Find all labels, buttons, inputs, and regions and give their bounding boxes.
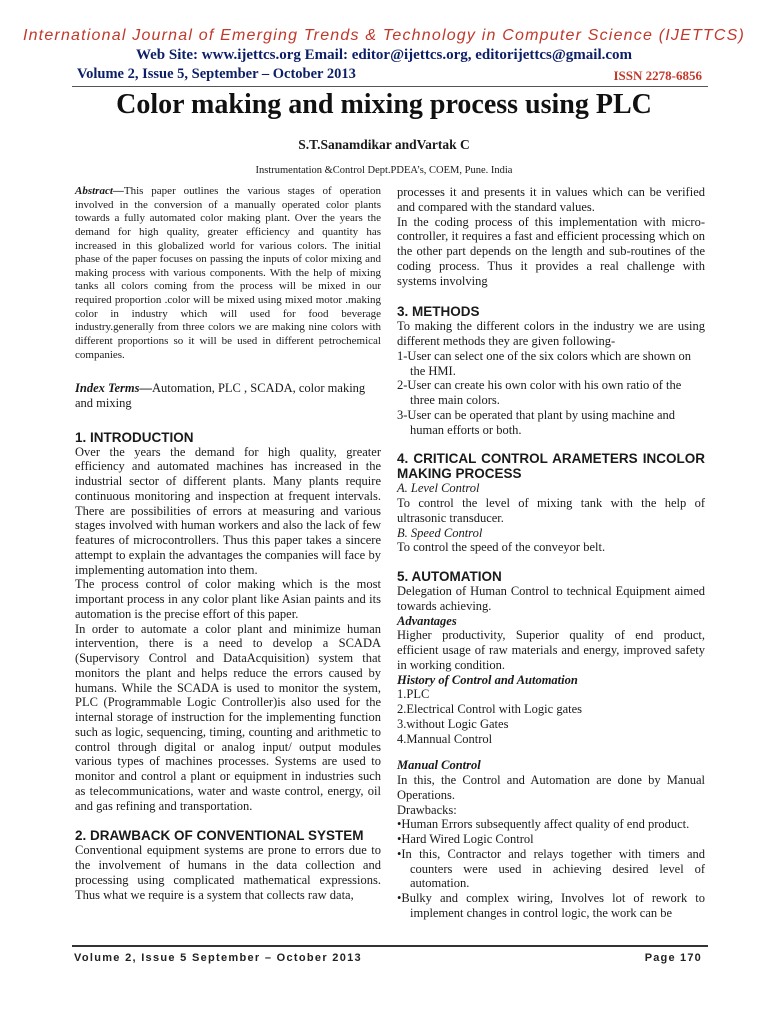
index-terms-text: Automation, PLC , SCADA, color making and mixing — [75, 381, 366, 410]
advantages-label: Advantages — [397, 613, 457, 628]
list-item: 2.Electrical Control with Logic gates — [397, 702, 583, 716]
list-item: 1.PLC — [397, 687, 430, 702]
history-label: History of Control and Automation — [397, 672, 578, 687]
methods-paragraph: To making the different colors in the industry we are using different methods they are given following- — [397, 319, 705, 348]
list-item: 3-User can be operated that plant by using machine and human efforts or both. — [397, 407, 676, 437]
section-heading-critical-control: 4. CRITICAL CONTROL ARAMETERS INCOLOR MAKING PROCESS — [397, 451, 705, 482]
section-heading-automation: 5. AUTOMATION — [397, 569, 502, 584]
speed-control-label: B. Speed Control — [397, 525, 483, 540]
website-line: Web Site: www.ijettcs.org Email: editor@ijettcs.org, editorijettcs@gmail.com — [135, 47, 633, 63]
advantages-text: Higher productivity, Superior quality of end product, efficient usage of raw materials and energy, improved safety in working condition. — [397, 628, 705, 672]
list-item: •Human Errors subsequently affect quality of end product. — [397, 817, 690, 832]
intro-paragraph-2: The process control of color making which is the most important process in any color plant like Asian paints and its automation is the precise effort of this paper. — [75, 577, 381, 621]
intro-paragraph-1: Over the years the demand for high quality, greater efficiency and automated machines has increased in the industrial sector of different plants. Many plants require continuous monitoring and inspection at frequent intervals. There are possibilities of errors at measuring and various stages involved with human workers and also the lack of few features of microcontrollers. Thus this paper takes a sincere attempt to explain the advantages the companies will face by implementing automation into them. — [75, 444, 381, 577]
continued-paragraph-1: processes it and presents it in values which can be verified and compared with the standard values. — [397, 185, 705, 214]
section-heading-drawback: 2. DRAWBACK OF CONVENTIONAL SYSTEM — [75, 828, 364, 844]
list-item: •In this, Contractor and relays together with timers and counters were used in achieving desired level of automation. — [397, 846, 705, 891]
automation-paragraph: Delegation of Human Control to technical Equipment aimed towards achieving. — [397, 584, 705, 613]
manual-control-label: Manual Control — [397, 758, 481, 773]
abstract — [75, 185, 381, 362]
list-item: 1-User can select one of the six colors which are shown on the HMI. — [397, 348, 692, 378]
header-rule — [72, 86, 708, 87]
drawbacks-list — [397, 817, 705, 920]
page-number: Page 170 — [644, 952, 702, 964]
section-heading-methods: 3. METHODS — [397, 304, 480, 320]
level-control-text: To control the level of mixing tank with the help of ultrasonic transducer. — [397, 496, 705, 525]
manual-control-text: In this, the Control and Automation are done by Manual Operations. — [397, 773, 705, 802]
issn: ISSN 2278-6856 — [613, 68, 702, 83]
list-item: 4.Mannual Control — [397, 731, 493, 746]
footer-volume: Volume 2, Issue 5 September – October 2013 — [74, 952, 362, 964]
section-heading-introduction: 1. INTRODUCTION — [75, 429, 194, 445]
list-item: •Hard Wired Logic Control — [397, 832, 534, 846]
volume-line: Volume 2, Issue 5, September – October 2013 — [77, 66, 356, 82]
level-control-label: A. Level Control — [397, 481, 480, 496]
authors: S.T.Sanamdikar andVartak C — [298, 137, 470, 152]
abstract-label: Abstract— — [75, 185, 124, 197]
list-item: 3.without Logic Gates — [397, 716, 509, 731]
drawback-paragraph: Conventional equipment systems are prone to errors due to the involvement of humans in the data collection and processing using complicated mathematical expressions. Thus what we require is a system that collects raw data, — [75, 843, 381, 902]
affiliation: Instrumentation &Control Dept.PDEA’s, COEM, Pune. India — [255, 165, 513, 176]
list-item: 2-User can create his own color with his own ratio of the three main colors. — [397, 378, 682, 407]
history-list — [397, 687, 705, 746]
index-terms-label: Index Terms— — [75, 381, 152, 396]
right-column — [397, 185, 705, 921]
list-item: •Bulky and complex wiring, Involves lot of rework to implement changes in control logic, the work can be — [397, 891, 705, 920]
continued-paragraph-2: In the coding process of this implementation with micro-controller, it requires a fast and efficient processing which on the other part depends on the length and sub-routines of the coding process. Thus it provides a real challenge with systems involving — [397, 214, 705, 288]
methods-list — [397, 349, 705, 438]
footer-rule — [72, 945, 708, 947]
drawbacks-label: Drawbacks: — [397, 802, 457, 817]
speed-control-text: To control the speed of the conveyor belt. — [397, 540, 606, 555]
paper-title: Color making and mixing process using PLC — [116, 89, 652, 120]
left-column — [75, 185, 381, 902]
index-terms — [75, 381, 381, 411]
abstract-text: This paper outlines the various stages of operation involved in the conversion of a manually operated color plants towards a fully automated color making plant. Over the years the demand for high quality, greater efficiency and quantity has increased in this globalized world for various colors. The initial phase of the paper focuses on passing the inputs of color mixing and making process with various components. With the help of mixing tanks all colors coming from the process will be mixed in our required proportion .color will be mixed using mixed motor .making color in industry which will used for food beverage industry.generally from three colors we are making nine colors with different proportions so it will be used in different petrochemical companies. — [75, 185, 381, 361]
intro-paragraph-3: In order to automate a color plant and minimize human intervention, there is a need to develop a SCADA (Supervisory Control and DataAcquisition) system that monitors the plant and helps reduce the errors caused by humans. While the SCADA is used to monitor the system, PLC (Programmable Logic Controller)is also used for the internal storage of instruction for the implementing function such as logic, sequencing, timing, counting and arithmetic to control through digital or analog input/ output modules various types of machines processes. Systems are used to monitor and control a plant or equipment in industries such as telecommunications, water and waste control, energy, oil and gas refining and transportation. — [75, 621, 381, 813]
journal-name: International Journal of Emerging Trends & Technology in Computer Science (IJETTCS) — [22, 27, 746, 44]
